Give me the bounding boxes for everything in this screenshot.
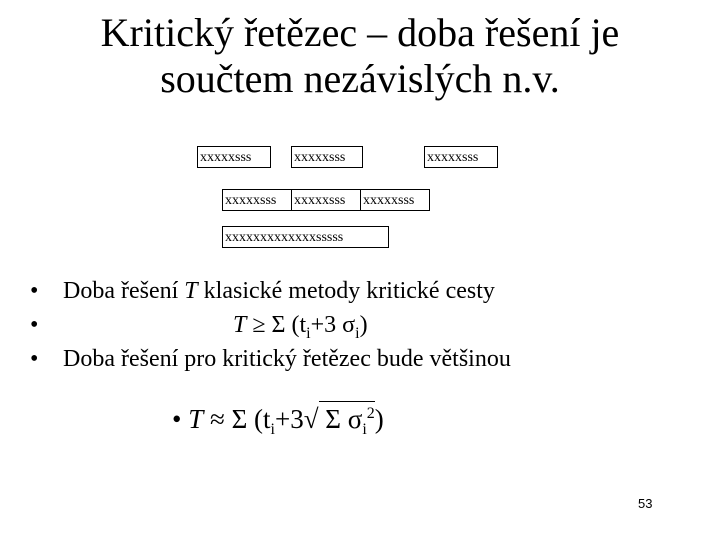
page-number: 53 bbox=[638, 496, 653, 511]
title-line-2: součtem nezávislých n.v. bbox=[160, 56, 560, 101]
task-box: xxxxxsss bbox=[197, 146, 271, 168]
slide-title bbox=[0, 10, 720, 102]
chain-box: xxxxxsss bbox=[360, 189, 430, 211]
formula-classic: T ≥ Σ ($t_i+3$ $\sigma_i$) bbox=[233, 312, 368, 342]
chain-box: xxxxxsss bbox=[222, 189, 292, 211]
bullet-dot: • bbox=[30, 312, 39, 338]
title-line-1: Kritický řetězec – doba řešení je bbox=[100, 10, 620, 55]
sqrt-sign: √ bbox=[303, 404, 319, 434]
formula-critical-chain: • T ≈ Σ ($t_i+3√$ Σ $\sigma_i^2$) bbox=[172, 404, 384, 435]
buffer-box: xxxxxxxxxxxxxsssss bbox=[222, 226, 389, 248]
task-box: xxxxxsss bbox=[291, 146, 363, 168]
sqrt-radicand: Σ $\sigma_i^2$ bbox=[319, 401, 375, 434]
bullet-dot: • bbox=[30, 278, 39, 304]
chain-box: xxxxxsss bbox=[291, 189, 361, 211]
bullet-dot: • bbox=[30, 346, 39, 372]
task-box: xxxxxsss bbox=[424, 146, 498, 168]
